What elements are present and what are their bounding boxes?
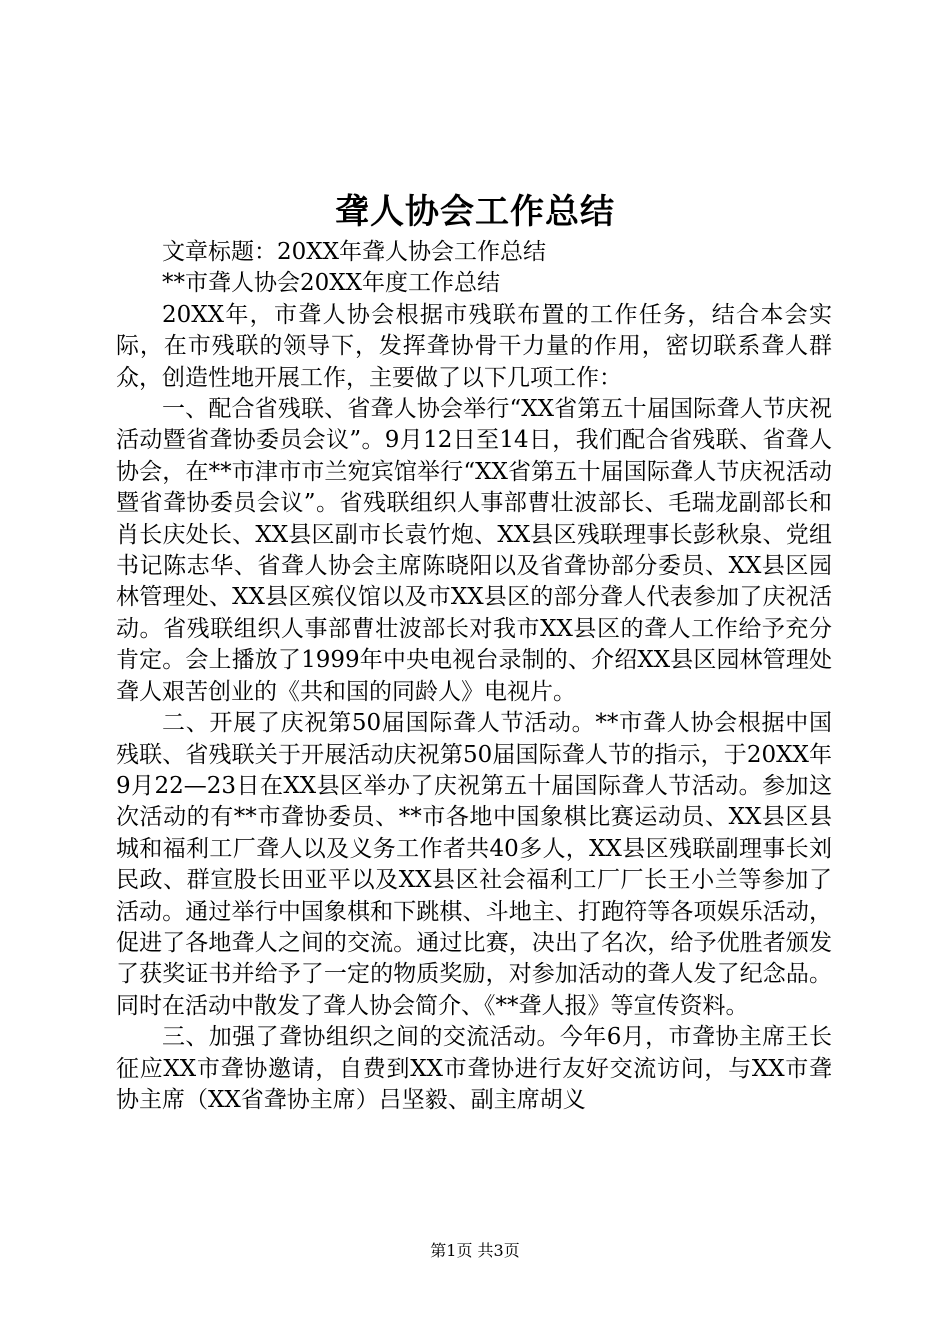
document-title: 聋人协会工作总结 [335,192,615,232]
intro-paragraph: 20XX年，市聋人协会根据市残联布置的工作任务，结合本会实际，在市残联的领导下，发挥聋协骨干力量的作用，密切联系聋人群众，创造性地开展工作，主要做了以下几项工作： [116,301,832,391]
section-three-paragraph: 三、加强了聋协组织之间的交流活动。今年6月，市聋协主席王长征应XX市聋协邀请，自费到XX市聋协进行友好交流访问，与XX市聋协主席（XX省聋协主席）吕坚毅、副主席胡义 [116,1024,832,1113]
article-title-line: 文章标题：20XX年聋人协会工作总结 [162,239,547,265]
page-footer: 第1页 共3页 [430,1241,520,1260]
section-one-paragraph: 一、配合省残联、省聋人协会举行“XX省第五十届国际聋人节庆祝活动暨省聋协委员会议”。9月12日至14日，我们配合省残联、省聋人协会，在**市津市市兰宛宾馆举行“XX省第五十届国际聋人节庆祝活动暨省聋协委员会议”。省残联组织人事部曹壮波部长、毛瑞龙副部长和肖长庆处长、XX县区副市长袁竹炮、XX县区残联理事长彭秋泉、党组书记陈志华、省聋人协会主席陈晓阳以及省聋协部分委员、XX县区园林管理处、XX县区殡仪馆以及市XX县区的部分聋人代表参加了庆祝活动。省残联组织人事部曹壮波部长对我市XX县区的聋人工作给予充分肯定。会上播放了1999年中央电视台录制的、介绍XX县区园林管理处聋人艰苦创业的《共和国的同龄人》电视片。 [116,396,832,705]
section-two-paragraph: 二、开展了庆祝第50届国际聋人节活动。**市聋人协会根据中国残联、省残联关于开展活动庆祝第50届国际聋人节的指示，于20XX年9月22—23日在XX县区举办了庆祝第五十届国际聋人节活动。参加这次活动的有**市聋协委员、**市各地中国象棋比赛运动员、XX县区县城和福利工厂聋人以及义务工作者共40多人，XX县区残联副理事长刘民政、群宣股长田亚平以及XX县区社会福利工厂厂长王小兰等参加了活动。通过举行中国象棋和下跳棋、斗地主、打跑符等各项娱乐活动，促进了各地聋人之间的交流。通过比赛，决出了名次，给予优胜者颁发了获奖证书并给予了一定的物质奖励，对参加活动的聋人发了纪念品。同时在活动中散发了聋人协会简介、《**聋人报》等宣传资料。 [116,710,832,1019]
document-body [116,237,832,1116]
subtitle-line: **市聋人协会20XX年度工作总结 [162,270,501,297]
